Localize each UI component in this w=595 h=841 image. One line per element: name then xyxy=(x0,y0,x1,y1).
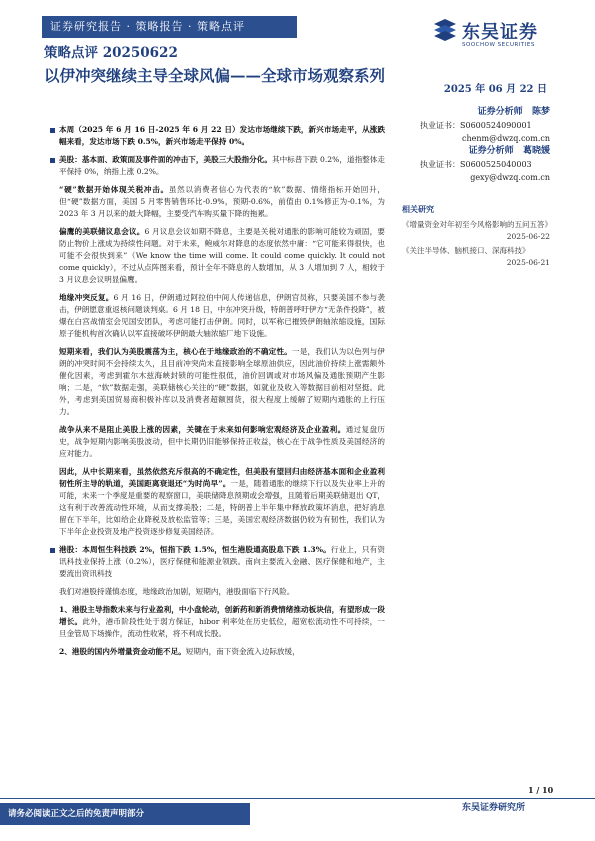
page-title: 以伊冲突继续主导全球风偏——全球市场观察系列 xyxy=(44,66,386,85)
analyst-1-cert: 执业证书：S0600524090001 xyxy=(420,121,532,130)
related-item-title[interactable]: 《增量资金对年初至今风格影响的五问五答》 xyxy=(402,220,552,229)
analyst-block xyxy=(420,106,550,184)
hk-view-paragraph: 我们对港股持谨慎态度，地缘政治加剧，短期内，港股面临下行风险。 xyxy=(59,587,295,596)
company-logo xyxy=(432,14,562,54)
analyst-1-email[interactable]: chenm@dwzq.com.cn xyxy=(461,134,550,143)
fomc-paragraph: 偏鹰的美联储议息会议。6 月议息会议如期不降息，主要是关税对通胀的影响可能较为顽固，要防止物价上涨成为持续性问题。对于未来，鲍威尔对降息的态度依然中庸：“它可能来得很快，也可能不会很快到来”（We know the time will come. It could come quickly. It could not come quickly），不过从点阵图来看，预计全年不降息的人数增加，从 3 人增加到 7 人，相较于 3 月议息会议明显偏鹰。 xyxy=(59,227,386,284)
footer-divider xyxy=(0,798,595,799)
analyst-2-name: 证券分析师 葛晓媛 xyxy=(468,146,550,156)
hard-data-paragraph: “硬”数据开始体现关税冲击。虽然以消费者信心为代表的“软”数据、情绪指标开始回升，但“硬”数据方面，美国 5 月零售销售环比-0.9%，预期-0.6%，前值由 0.1%修正为-0.1%，为 2023 年 3 月以来的最大降幅，主要受汽车购买量下降的拖累。 xyxy=(59,185,386,218)
long-term-paragraph: 因此，从中长期来看，虽然依然充斥很高的不确定性，但美股有望回归由经济基本面和企业盈利韧性所主导的轨道，美国距离衰退还“为时尚早”。一是，随着通胀的继续下行以及失业率上升的可能，未来一个季度是重要的观察窗口，美联储降息预期或会增强，且随着后期美联储退出 QT，这有利于改善流动性环境，从而支撑美股；二是，特朗普上半年集中释放政策坏消息，把好消息留在下半年，比如给企业降税及放松监管等；三是，美国宏观经济数据仍较为有韧性，我们认为下半年企业投资及地产投资逐步修复美国经济。 xyxy=(59,467,386,536)
report-category-bar: 证券研究报告 · 策略报告 · 策略点评 xyxy=(42,16,297,38)
disclaimer-bar: 请务必阅读正文之后的免责声明部分 xyxy=(0,803,250,825)
footer-company: 东吴证券研究所 xyxy=(462,803,526,813)
logo-mark-icon xyxy=(432,18,458,46)
us-stocks-paragraph: 美股：基本面、政策面及事件面的冲击下，美股三大股指分化。其中标普下跌 0.2%，道指整体走平保持 0%，纳指上涨 0.2%。 xyxy=(50,154,385,178)
report-date: 2025 年 06 月 22 日 xyxy=(443,84,547,95)
report-type-date: 策略点评 20250622 xyxy=(44,45,178,61)
logo-name: 东吴证券 xyxy=(462,22,538,43)
related-heading: 相关研究 xyxy=(402,204,434,214)
related-item-date: 2025-06-21 xyxy=(506,258,550,267)
related-research xyxy=(402,203,550,271)
report-body xyxy=(50,124,385,664)
analyst-2-cert: 执业证书：S0600525040003 xyxy=(420,160,532,169)
related-item-title[interactable]: 《关注半导体、脑机接口、深海科技》 xyxy=(402,246,530,255)
analyst-1-name: 证券分析师 陈梦 xyxy=(477,107,550,117)
hk-stocks-paragraph: 港股：本周恒生科技跌 2%，恒指下跌 1.5%，恒生港股通高股息下跌 1.3%。行业上，只有资讯科技业保持上涨（0.2%），医疗保健和能源业领跌。南向主要流入金融、医疗保健和地产，主要流出资讯科技 xyxy=(50,544,385,580)
hk-point-1-paragraph: 1、港股主导指数未来与行业盈利，中小盘轮动，创新药和新消费情绪推动板块信，有望形成一段增长。此外，港币阶段性处于弱方保证，hibor 利率处在历史低位，超宽松流动性不可持续，一旦金管局下场操作，流动性收紧，将不利成长股。 xyxy=(59,605,385,638)
logo-english: SOOCHOW SECURITIES xyxy=(462,42,535,48)
summary-paragraph: 本周（2025 年 6 月 16 日-2025 年 6 月 22 日）发达市场继续下跌，新兴市场走平，从涨跌幅来看，发达市场下跌 0.5%，新兴市场走平保持 0%。 xyxy=(50,124,385,148)
hk-point-2-paragraph: 2、港股的国内外增量资金动能不足。短期内，南下资金流入边际放缓， xyxy=(59,647,300,656)
related-item-date: 2025-06-22 xyxy=(506,232,550,241)
analyst-2-email[interactable]: gexy@dwzq.com.cn xyxy=(470,173,550,182)
war-paragraph: 战争从来不是阻止美股上涨的因素，关键在于未来如何影响宏观经济及企业盈利。通过复盘历史，战争短期内影响美股波动，但中长期仍旧能够保持正收益，核心在于战争性质及美国经济的应对能力。 xyxy=(59,425,385,458)
geopolitics-paragraph: 地缘冲突反复。6 月 16 日，伊朗通过阿拉伯中间人传递信息，伊朗官员称，只要美国不参与袭击，伊朗愿意重返核问题谈判桌。6 月 18 日，中东冲突升级，特朗普呼吁伊方“无条件投降”，被爆在白宫战情室会见国安团队，考虑可能打击伊朗。同时，以军称已摧毁伊朗轴浓缩设施，国际原子能机构首次确认以军直接破坏伊朗最大轴浓缩厂地下设施。 xyxy=(59,293,386,338)
short-term-paragraph: 短期来看，我们认为美股震荡为主，核心在于地缘政治的不确定性。一是，我们认为以色列与伊朗的冲突时间不会持续太久，且目前冲突尚未直接影响全球原油供应，因此油价持续上涨需额外催化因素，考虑到霍尔木兹海峡封锁的可能性很低，油价回调或对市场风偏及通胀预期产生影响；二是，“软”数据走强，美联储核心关注的“硬”数据，如就业及收入等数据目前相对坚挺。此外，考虑到美国贸易商积极补库以及消费者超额囤货，很大程度上缓解了短期内通胀的上行压力。 xyxy=(59,347,386,416)
page-number: 1 / 10 xyxy=(528,785,554,795)
